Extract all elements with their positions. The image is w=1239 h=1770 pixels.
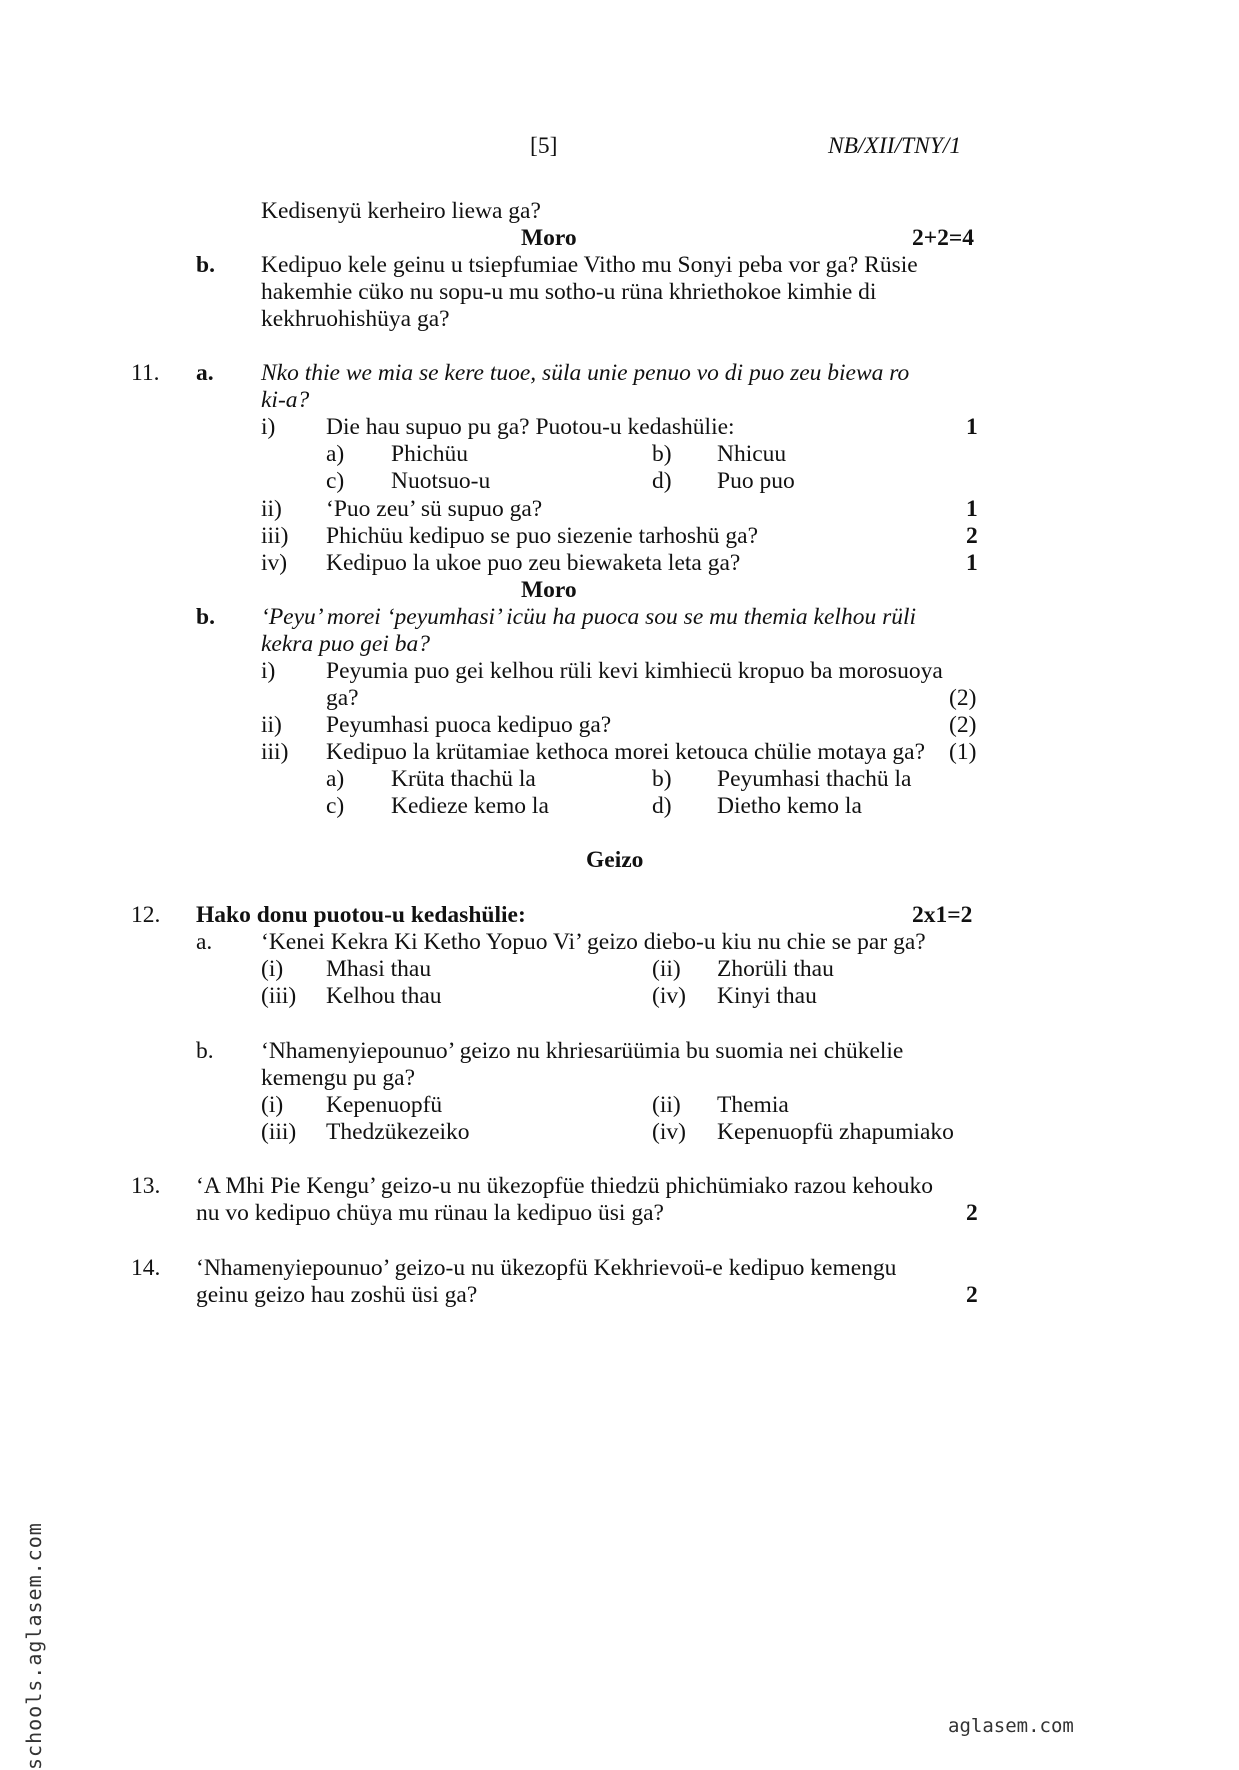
q11-sub-text: Die hau supuo pu ga? Puotou-u kedashülie: <box>326 414 735 440</box>
q11-b-sub-line: ga? <box>326 685 359 711</box>
q11-b-line: ‘Peyu’ morei ‘peyumhasi’ icüu ha puoca sou se mu themia kelhou rüli <box>261 604 917 630</box>
q12-marks: 2x1=2 <box>912 902 973 928</box>
q11-sub-num: ii) <box>261 496 282 522</box>
option-label: (ii) <box>652 956 681 982</box>
q12-number: 12. <box>131 902 161 928</box>
q12-a-label: a. <box>196 929 213 955</box>
option-text: Phichüu <box>391 441 469 467</box>
option-text: Kelhou thau <box>326 983 442 1009</box>
q12-b-line: ‘Nhamenyiepounuo’ geizo nu khriesarüümia bu suomia nei chükelie <box>261 1038 904 1064</box>
q11-moro: Moro <box>521 577 577 603</box>
option-text: Peyumhasi thachü la <box>717 766 912 792</box>
option-label: b) <box>652 441 672 467</box>
q11-sub-marks: 1 <box>966 414 978 440</box>
q11-b-sub-num: ii) <box>261 712 282 738</box>
q10-b-label: b. <box>196 252 215 278</box>
q14-line: geinu geizo hau zoshü üsi ga? <box>196 1282 478 1308</box>
option-label: (i) <box>261 956 284 982</box>
q11-b-sub-line: Peyumhasi puoca kedipuo ga? <box>326 712 612 738</box>
q13-marks: 2 <box>966 1200 978 1226</box>
q13-line: nu vo kedipuo chüya mu rünau la kedipuo üsi ga? <box>196 1200 664 1226</box>
option-label: (i) <box>261 1092 284 1118</box>
option-text: Zhorüli thau <box>717 956 834 982</box>
q11-sub-marks: 2 <box>966 523 978 549</box>
q11-a-line: ki-a? <box>261 387 310 413</box>
paper-code: NB/XII/TNY/1 <box>828 133 962 159</box>
q11-sub-num: iii) <box>261 523 289 549</box>
q11-a-label: a. <box>196 360 214 386</box>
option-label: (iii) <box>261 1119 297 1145</box>
q12-b-label: b. <box>196 1038 214 1064</box>
option-text: Themia <box>717 1092 789 1118</box>
option-label: (iv) <box>652 983 686 1009</box>
q12-b-line: kemengu pu ga? <box>261 1065 416 1091</box>
option-label: a) <box>326 441 345 467</box>
q11-b-line: kekra puo gei ba? <box>261 631 431 657</box>
option-label: a) <box>326 766 345 792</box>
option-text: Kedieze kemo la <box>391 793 549 819</box>
option-text: Kepenuopfü <box>326 1092 443 1118</box>
option-text: Dietho kemo la <box>717 793 862 819</box>
q11-a-line: Nko thie we mia se kere tuoe, süla unie penuo vo di puo zeu biewa ro <box>261 360 910 386</box>
q10-a-tail: Kedisenyü kerheiro liewa ga? <box>261 198 541 224</box>
q11-sub-marks: 1 <box>966 496 978 522</box>
q14-line: ‘Nhamenyiepounuo’ geizo-u nu ükezopfü Kekhrievoü-e kedipuo kemengu <box>196 1255 897 1281</box>
q11-b-label: b. <box>196 604 215 630</box>
q13-number: 13. <box>131 1173 161 1199</box>
q11-b-sub-line: Kedipuo la krütamiae kethoca morei ketouca chülie motaya ga? <box>326 739 925 765</box>
option-label: c) <box>326 468 345 494</box>
option-text: Krüta thachü la <box>391 766 536 792</box>
q11-b-sub-num: iii) <box>261 739 289 765</box>
q11-b-sub-marks: (2) <box>949 685 977 711</box>
q11-b-sub-num: i) <box>261 658 276 684</box>
q12-a-text: ‘Kenei Kekra Ki Ketho Yopuo Vi’ geizo diebo-u kiu nu chie se par ga? <box>261 929 926 955</box>
q11-b-sub-marks: (2) <box>949 712 977 738</box>
q11-sub-marks: 1 <box>966 550 978 576</box>
q10-b-line: kekhruohishüya ga? <box>261 306 450 332</box>
q11-sub-num: i) <box>261 414 276 440</box>
q11-sub-text: Kedipuo la ukoe puo zeu biewaketa leta ga? <box>326 550 741 576</box>
q11-number: 11. <box>131 360 160 386</box>
option-label: (ii) <box>652 1092 681 1118</box>
option-text: Thedzükezeiko <box>326 1119 470 1145</box>
option-text: Mhasi thau <box>326 956 432 982</box>
q11-sub-text: ‘Puo zeu’ sü supuo ga? <box>326 496 543 522</box>
q10-moro: Moro <box>521 225 577 251</box>
option-text: Puo puo <box>717 468 795 494</box>
q11-sub-num: iv) <box>261 550 288 576</box>
q10-marks: 2+2=4 <box>912 225 975 251</box>
option-label: (iii) <box>261 983 297 1009</box>
q10-b-line: hakemhie cüko nu sopu-u mu sotho-u rüna khriethokoe kimhie di <box>261 279 877 305</box>
q14-number: 14. <box>131 1255 161 1281</box>
option-label: c) <box>326 793 345 819</box>
side-watermark: schools.aglasem.com <box>22 1522 46 1770</box>
q14-marks: 2 <box>966 1282 978 1308</box>
q11-sub-text: Phichüu kedipuo se puo siezenie tarhoshü ga? <box>326 523 759 549</box>
option-text: Nuotsuo-u <box>391 468 491 494</box>
section-title: Geizo <box>586 847 644 873</box>
option-text: Nhicuu <box>717 441 787 467</box>
option-text: Kinyi thau <box>717 983 817 1009</box>
page-number: [5] <box>530 133 558 159</box>
q11-b-sub-marks: (1) <box>949 739 977 765</box>
q13-line: ‘A Mhi Pie Kengu’ geizo-u nu ükezopfüe thiedzü phichümiako razou kehouko <box>196 1173 934 1199</box>
q10-b-line: Kedipuo kele geinu u tsiepfumiae Vitho mu Sonyi peba vor ga? Rüsie <box>261 252 918 278</box>
option-label: d) <box>652 793 672 819</box>
option-label: b) <box>652 766 672 792</box>
footer-watermark: aglasem.com <box>948 1715 1074 1737</box>
option-label: d) <box>652 468 672 494</box>
q11-b-sub-line: Peyumia puo gei kelhou rüli kevi kimhiecü kropuo ba morosuoya <box>326 658 943 684</box>
option-label: (iv) <box>652 1119 686 1145</box>
option-text: Kepenuopfü zhapumiako <box>717 1119 954 1145</box>
q12-heading: Hako donu puotou-u kedashülie: <box>196 902 526 928</box>
